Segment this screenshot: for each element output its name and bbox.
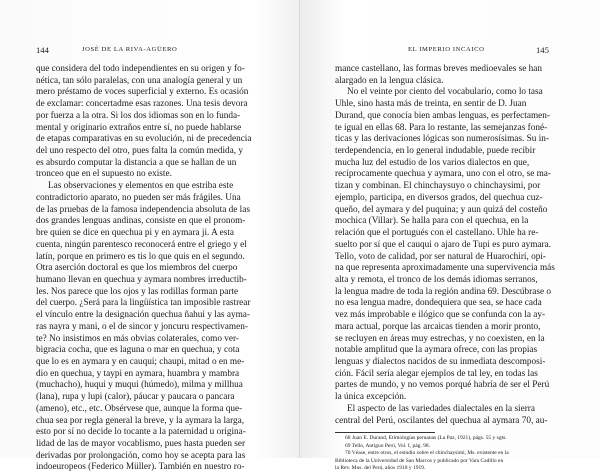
text-line: ejemplo, participa, en diversos grados, del quechua cuz- [335,192,543,203]
text-line: del uno respecto del otro, pues falta la común medida, y [36,146,244,157]
text-line: na que representa aproximadamente una supervivencia más [335,263,555,274]
text-line: vez más improbable e ilógico que se confunda con la ay- [335,310,546,321]
left-page [0,0,300,473]
text-line: mance castellano, las formas breves medioevales se han [335,64,543,74]
text-line: ción. Fácil sería alegar ejemplos de tal ley, en todas las [335,368,538,379]
right-page [300,0,600,471]
footnote: 68 Juan E. Durand, Etimologías peruanas (La Paz, 1921), págs. 55 y sgts. [345,435,507,442]
footnote: 70 Véase, entre otros, el estudio sobre el chinchaysimi, Ms. existente en la [345,450,509,457]
left-body-text [36,64,284,474]
text-line: indoeuropeos (Federico Müller). También en nuestro ro- [36,462,245,473]
text-line: contradictorio aparato, no pueden ser más frágiles. Una [36,192,241,203]
text-line: de etapas comparativas en su evolución, ni de precedencia [36,134,252,145]
text-line: No el veinte por ciento del vocabulario, como lo tasa [347,87,543,98]
text-line: bigracia cocha, que es laguna o mar en quechua, y cota [36,345,240,356]
right-page-number: 145 [536,45,549,55]
left-running-head: JOSÉ DE LA RIVA-AGÜERO [82,46,178,53]
footnote-rule [335,432,435,433]
text-line: Durand, que conocía bien ambas lenguas, es perfectamen- [335,110,550,121]
text-line: El aspecto de las variedades dialectales en la sierra [347,403,535,414]
text-line: recíprocamente quechua y aymara, uno con el otro, se ma- [335,169,551,180]
text-line: mero préstamo de voces superficial y externo. Es ocasión [36,87,249,98]
text-line: (muchacho), huqui y muqui (húmedo), milma y millhua [36,380,243,391]
text-line: suelto por sí que el cauqui o ajaro de Tupi es puro aymara. [335,239,552,250]
text-line: esto por sí no decide lo tocante a la paternidad u origina- [36,427,246,438]
footnote: Biblioteca de la Universidad de San Marcos y publicado por Vara Cadillo en [335,457,504,464]
text-line: central del Perú, oscilantes del quechua al aymara 70, au- [335,415,548,426]
text-line: lenguas y dialectos nacidos de su inmediata descomposi- [335,356,546,367]
text-line: bre quien se dice en quechua pi y en aymara ji. A esta [36,228,235,239]
text-line: Las observaciones y elementos en que estriba este [48,181,234,192]
left-page-number: 144 [36,45,49,55]
text-line: mochica (Villar). Se halla para con el quechua, en la [335,216,529,227]
text-line: cuenta, ningún parentesco reconocerá entre el griego y el [36,239,247,250]
text-line: (ameno), etc., etc. Obsérvese que, aunque la forma que- [36,403,243,414]
text-line: partes de mundo, y no vemos porqué habría de ser el Perú [335,380,550,391]
text-line: por fuerza a la otra. Si los dos idiomas son en lo funda- [36,110,241,121]
text-line: Tello, voto de calidad, por ser natural de Huarochirí, opi- [335,251,547,262]
text-line: humano llevan en quechua y aymara nombres irreductib- [36,274,247,285]
footnote: 69 Tello, Antiguo Perú, Vol. I, pág. 98. [345,442,431,449]
text-line: de exclamar: concertadme esas razones. Una tesis devora [36,99,248,110]
footnote: la Rev. Mus. del Perú, años 1918 y 1919. [335,464,426,471]
text-line: tizan y combinan. El chinchaysuyo o chinchaysimi, por [335,181,541,192]
text-line: relación que el portugués con el castellano. Uhle ha re- [335,228,539,239]
text-line: tronceo que en el supuesto no existe. [36,169,172,180]
text-line: alta y remota, el tronco de los demás idiomas serranos, [335,274,538,285]
text-line: queño, del aymara y del puquina; y aun quizá del costeño [335,204,548,215]
text-line: Uhle, sino hasta más de treinta, en sentir de D. Juan [335,99,527,110]
right-running-head: EL IMPERIO INCAICO [408,46,485,53]
text-line: derivadas por prolongación, como hoy se acepta para las [36,450,246,461]
text-line: mara actual, porque las arcaicas tienden a morir pronto, [335,321,541,332]
text-line: de las pruebas de la famosa independencia absoluta de las [36,204,250,215]
text-line: latín, porque en primero es tis lo que quis en el segundo. [36,251,245,262]
text-line: que lo es en aymara y en cauqui; chaupi, mitad o en me- [36,356,245,367]
text-line: les. Nos parece que los ojos y las rodillas forman parte [36,286,239,297]
text-line: te igual en ellas 68. Para lo restante, las semejanzas foné- [335,122,548,133]
text-line: dos grandes lenguas andinas, consiste en que el pronom- [36,216,246,227]
text-line: no esa lengua madre, dondequiera que sea, se hace cada [335,298,542,309]
text-line: lidad de las de mayor vocablismo, pues hasta pueden ser [36,439,246,449]
right-body-text [335,64,583,472]
text-line: te? No insistimos en más obvias colaterales, como ver- [36,333,240,344]
text-line: es absurdo computar la distancia a que se hallan de un [36,157,237,168]
text-line: chua sea por regla general la breve, y la aymara la larga, [36,415,245,426]
text-line: del cuerpo. ¿Será para la lingüística tan imposible rastrear [36,298,251,309]
text-line: Otra aserción doctoral es que los miembros del cuerpo [36,263,238,274]
text-line: que considera del todo independientes en su origen y fo- [36,64,245,74]
text-line: la única excepción. [335,392,407,403]
text-line: (lana), rupa y lupi (calor), páucar y paucara o pancara [36,392,235,403]
text-line: mucha luz del estudio de los varios dialectos en que, [335,157,530,168]
text-line: ras nayra y mani, o el de sincor y joncuru respectivamen- [36,321,248,332]
text-line: dio en quechua, y taypi en aymara, huambra y mambra [36,368,240,379]
text-line: alargado en la lengua clásica. [335,75,444,86]
text-line: se recluyen en áreas muy estrechas, y no coexisten, en la [335,333,545,344]
text-line: mental y originario extraños entre sí, no puede hablarse [36,122,242,133]
text-line: la lengua madre de toda la región andina 69. Descúbrase o [335,286,552,297]
text-line: el vínculo entre la designación quechua ñahui y las ayma- [36,310,250,321]
text-line: ticas y las derivaciones lógicas son numerosísimas. Su in- [335,134,549,145]
text-line: notable amplitud que la aymara ofrece, con las propias [335,345,538,356]
text-line: nética, tan sólo paralelas, con una analogía general y un [36,75,243,86]
text-line: terdependencia, en lo general indudable, puede recibir [335,146,536,157]
